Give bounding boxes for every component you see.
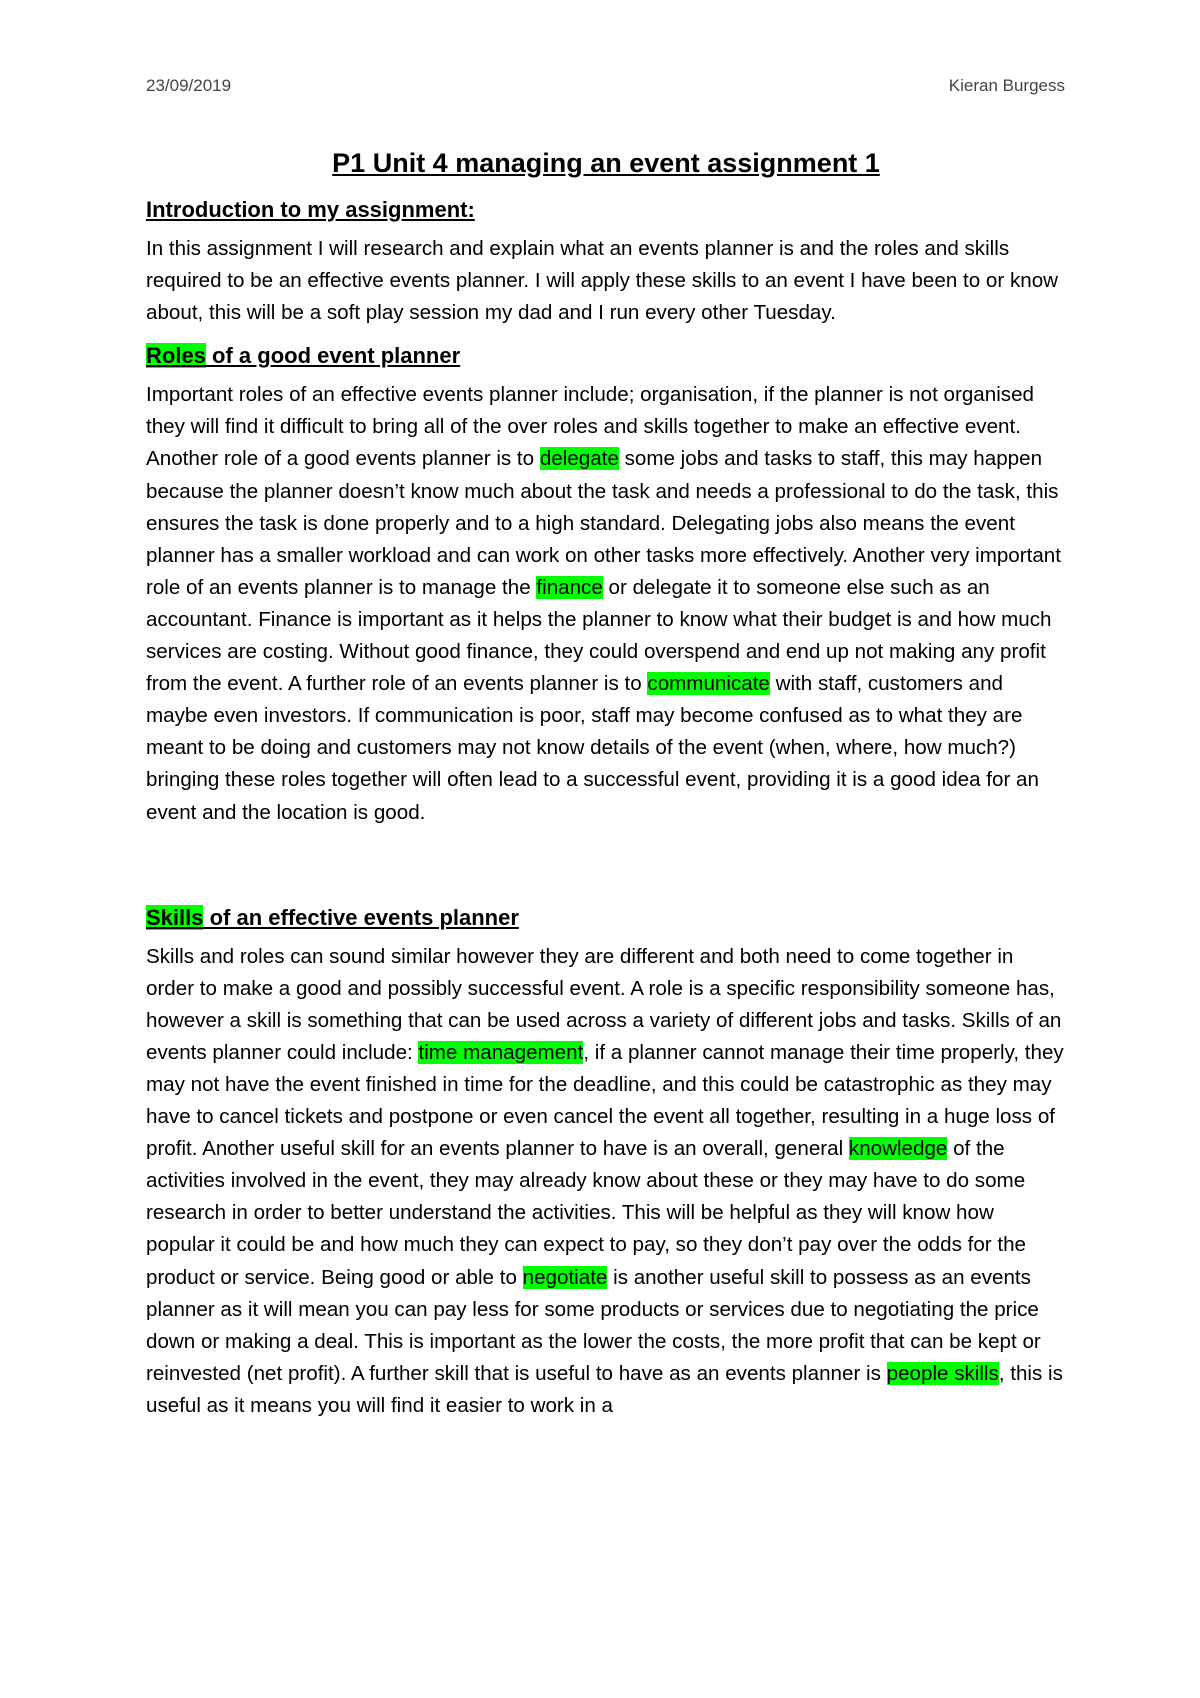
roles-text-3: or delegate it to someone else such as an accountant. Finance is important as it helps the planner to know what their budget is and how much services are costing. Without good finance, they could overspend and end up not making any profit from the event. A further role of an events planner is to: [146, 575, 1052, 696]
skills-heading-rest: of an effective events planner: [203, 904, 519, 930]
section-spacer: [146, 843, 1066, 905]
roles-text-2: some jobs and tasks to staff, this may happen because the planner doesn’t know much about the task and needs a professional to do the task, this ensures the task is done properly and to a high standard. Delegating jobs also means the event planner has a smaller workload and can work on other tasks more effectively. Another very important role of an events planner is to manage the: [146, 447, 1061, 599]
highlight-time-management: time management: [418, 1040, 584, 1064]
highlight-finance: finance: [536, 575, 603, 599]
skills-heading: [146, 905, 1066, 931]
roles-text-1: Important roles of an effective events planner include; organisation, if the planner is not organised they will find it difficult to bring all of the over roles and skills together to make an effective event. Another role of a good events planner is to: [146, 383, 1034, 471]
highlight-knowledge: knowledge: [848, 1137, 948, 1161]
skills-text-1: Skills and roles can sound similar however they are different and both need to come together in order to make a good and possibly successful event. A role is a specific responsibility someone has, however a skill is something that can be used across a variety of different jobs and tasks. Skills of an events planner could include:: [146, 944, 1062, 1064]
roles-heading: [146, 343, 1066, 369]
document-body: [146, 148, 1066, 1436]
skills-text-5: , this is useful as it means you will find it easier to work in a: [146, 1361, 1063, 1417]
skills-paragraph: [146, 941, 1066, 1422]
highlight-delegate: delegate: [539, 447, 619, 471]
roles-paragraph: [146, 379, 1066, 828]
skills-heading-highlight: Skills: [146, 904, 204, 930]
intro-heading: Introduction to my assignment:: [146, 197, 475, 222]
document-title: P1 Unit 4 managing an event assignment 1: [332, 148, 880, 178]
header-author: Kieran Burgess: [948, 76, 1065, 95]
skills-text-2: , if a planner cannot manage their time properly, they may not have the event finished in time for the deadline, and this could be catastrophic as they may have to cancel tickets and postpone or even cancel the event all together, resulting in a huge loss of profit. Another useful skill for an events planner to have is an overall, general: [146, 1040, 1064, 1161]
intro-paragraph: In this assignment I will research and explain what an events planner is and the roles and skills required to be an effective events planner. I will apply these skills to an event I have been to or know about, this will be a soft play session my dad and I run every other Tuesday.: [146, 237, 1059, 325]
skills-text-3: of the activities involved in the event, they may already know about these or they may have to do some research in order to better understand the activities. This will be helpful as they will know how popular it could be and how much they can expect to pay, so they don’t pay over the odds for the product or service. Being good or able to: [146, 1137, 1026, 1289]
roles-text-4: with staff, customers and maybe even investors. If communication is poor, staff may become confused as to what they are meant to be doing and customers may not know details of the event (when, where, how much?) bringing these roles together will often lead to a successful event, providing it is a good idea for an event and the location is good.: [146, 672, 1039, 824]
highlight-people-skills: people skills: [886, 1361, 999, 1385]
highlight-negotiate: negotiate: [522, 1265, 608, 1289]
highlight-communicate: communicate: [647, 672, 770, 696]
roles-heading-rest: of a good event planner: [205, 343, 461, 369]
header-date: 23/09/2019: [146, 76, 232, 95]
roles-heading-highlight: Roles: [146, 343, 206, 369]
skills-text-4: is another useful skill to possess as an events planner as it will mean you can pay less for some products or services due to negotiating the price down or making a deal. This is important as the lower the costs, the more profit that can be kept or reinvested (net profit). A further skill that is useful to have as an events planner is: [146, 1265, 1041, 1385]
